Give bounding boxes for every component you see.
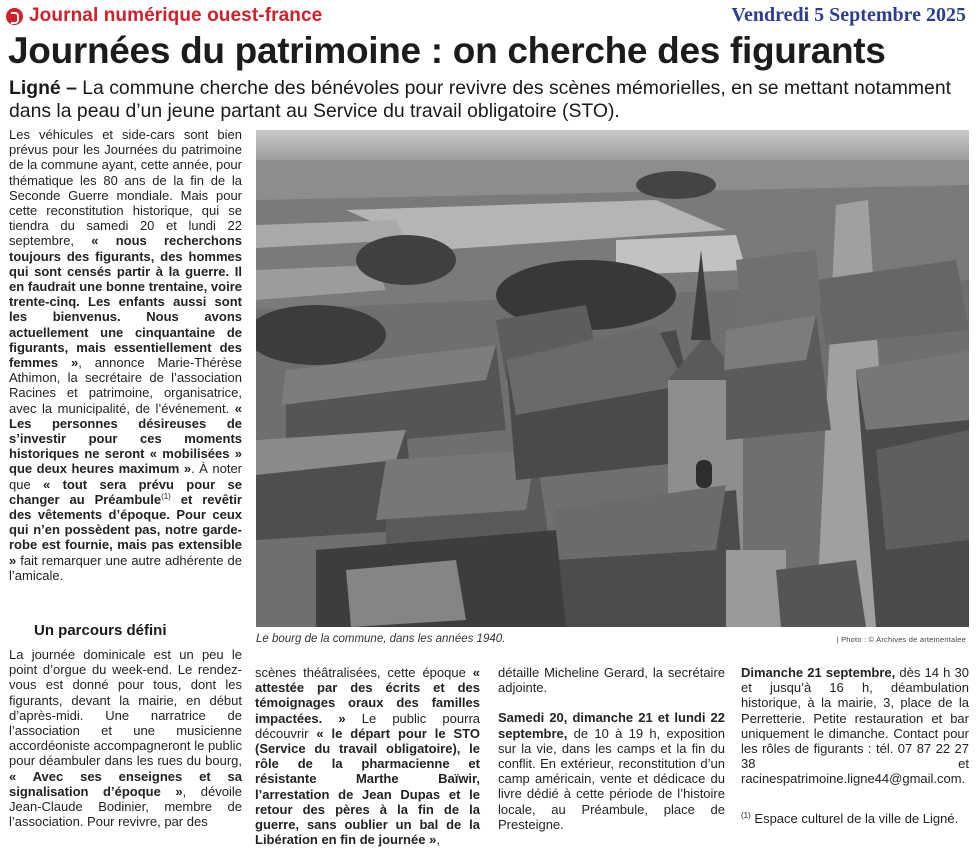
body-text: . À noter que	[9, 461, 243, 492]
quote-text: « Avec ses enseignes et sa signalisation d’époque »	[9, 768, 242, 799]
footnote-marker: (1)	[161, 491, 171, 501]
quote-text: « tout sera prévu pour se changer au Préambule	[9, 476, 242, 507]
body-text: Le public pourra découvrir	[255, 710, 480, 741]
quote-text: « Les personnes désireuses de s’investir pour ces moments historiques ne seront « mobilisées » que deux heures maximum »	[9, 400, 242, 477]
body-text: , dévoile Jean-Claude Bodinier, membre de l’association. Pour revivre, par des	[9, 783, 242, 830]
body-text: ,	[436, 832, 440, 848]
lead-text: La commune cherche des bénévoles pour revivre des scènes mémorielles, en se mettant notamment dans la peau d’un jeune partant au Service du travail obligatoire (STO).	[9, 77, 951, 122]
event-date: Dimanche 21 septembre,	[741, 665, 896, 680]
event-paragraph	[498, 710, 725, 832]
body-text: détaille Micheline Gerard, la secrétaire adjointe.	[498, 665, 725, 696]
footnote-text: Espace culturel de la ville de Ligné.	[750, 811, 959, 826]
masthead-title: Journal numérique ouest-france	[29, 5, 323, 26]
article-column-1-continued	[9, 647, 242, 829]
footnote-marker: (1)	[741, 811, 751, 820]
ouest-france-logo-icon	[6, 8, 23, 25]
publication-date: Vendredi 5 Septembre 2025	[731, 4, 966, 26]
article-column-4	[741, 665, 969, 787]
photo-caption: Le bourg de la commune, dans les années 1940.	[256, 633, 506, 645]
event-date: Samedi 20, dimanche 21 et lundi 22 septembre,	[498, 710, 725, 741]
body-text: fait remarquer une autre adhérente de l’amicale.	[9, 552, 242, 583]
body-text: de 10 à 19 h, exposition sur la vie, dans les camps et la fin du conflit. En extérieur, reconstitution d’un camp américain, vente et dédicace du livre dédié à cette période de l’histoire locale, au Préambule, place de Presteigne.	[498, 725, 725, 832]
lead-place: Ligné –	[9, 77, 77, 99]
body-text: La journée dominicale est un peu le point d’orgue du week-end. Le rendez-vous est donné pour tous, dont les figurants, devant la mairie, en début d’après-midi. Une narratrice de l’association et une musicienne accordéoniste accompagneront le public pour déambuler dans les rues du bourg,	[9, 647, 242, 769]
article-headline: Journées du patrimoine : on cherche des figurants	[8, 30, 886, 71]
quote-text: « attestée par des écrits et des témoignages oraux des familles impactées. »	[255, 665, 480, 726]
section-subhead: Un parcours défini	[34, 622, 167, 639]
quote-text: « le départ pour le STO (Service du travail obligatoire), le rôle de la pharmacienne et résistante Marthe Baïwir, l’arrestation de Jean Dupas et le retour des pères à la fin de la guerre, sans oublier un bal de la Libération en fin de journée »	[255, 725, 481, 848]
photo-credit: | Photo : © Archives de artementalee	[836, 635, 966, 644]
article-lead	[9, 77, 969, 123]
body-text: dès 14 h 30 et jusqu’à 16 h, déambulation historique, à la mairie, 3, place de la Perretterie. Petite restauration et bar uniquement le dimanche. Contact pour les rôles de figurants : tél. 07 87 22 27 38 et racinespatrimoine.ligne44@gmail.com.	[741, 665, 969, 787]
masthead	[6, 3, 322, 29]
quote-text: et revêtir des vêtements d’époque. Pour ceux qui n’en possèdent pas, notre garde-robe est fournie, mais pas extensible »	[9, 491, 242, 568]
article-column-3	[498, 665, 725, 832]
aerial-village-illustration	[256, 130, 969, 627]
body-text: Les véhicules et side-cars sont bien prévus pour les Journées du patrimoine de la commune ayant, cette année, pour thématique les 80 ans de la fin de la Seconde Guerre mondiale. Mais pour cette reconstitution historique, qui se tiendra du samedi 20 et lundi 22 septembre,	[9, 127, 242, 249]
body-text: scènes théâtralisées, cette époque	[255, 665, 473, 680]
article-column-1	[9, 127, 242, 583]
article-column-2	[255, 665, 480, 847]
footnote	[741, 811, 969, 826]
historic-village-photo	[256, 130, 969, 627]
body-text: , annonce Marie-Thérèse Athimon, la secrétaire de l’association Racines et patrimoine, organisatrice, avec la municipalité, de l’événement.	[9, 355, 242, 416]
quote-text: « nous recherchons toujours des figurants, des hommes qui sont censés partir à la guerre. Il en faudrait une bonne trentaine, voire trente-cinq. Les enfants aussi sont les bienvenus. Nous avons actuellement une cinquantaine de figurants, mais essentiellement des femmes »	[9, 233, 242, 371]
